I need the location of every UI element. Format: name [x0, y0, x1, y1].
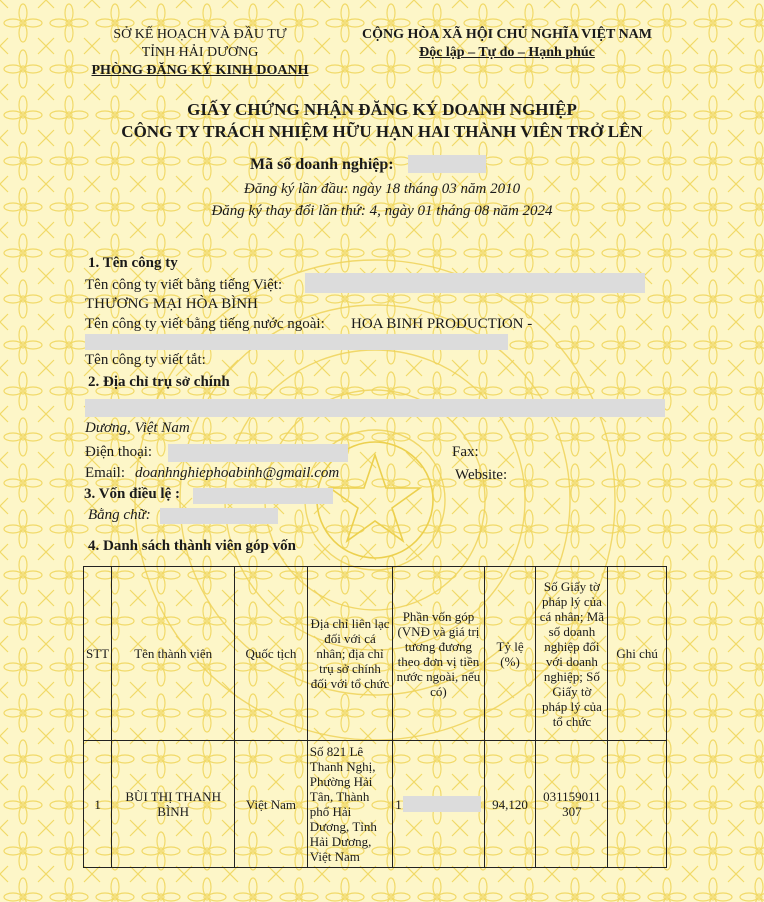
col-capital: Phần vốn góp (VNĐ và giá trị tương đương theo đơn vị tiền nước ngoài, nếu có)	[393, 567, 484, 741]
foreign-name-label: Tên công ty viết bằng tiếng nước ngoài:	[85, 316, 325, 332]
address-redacted	[85, 399, 665, 417]
row-member-name: BÙI THỊ THANH BÌNH	[112, 741, 235, 868]
vn-name-tail: THƯƠNG MẠI HÒA BÌNH	[85, 296, 258, 312]
company-type: CÔNG TY TRÁCH NHIỆM HỮU HẠN HAI THÀNH VIÊN TRỞ LÊN	[121, 122, 643, 141]
tax-code-label: Mã số doanh nghiệp:	[250, 156, 394, 173]
table-row	[84, 741, 667, 868]
section1-heading: 1. Tên công ty	[88, 255, 178, 271]
col-legal-id: Số Giấy tờ pháp lý của cá nhân; Mã số doanh nghiệp đối với doanh nghiệp; Số Giấy tờ pháp lý của tổ chức	[536, 567, 608, 741]
row-capital	[393, 741, 484, 868]
vn-name-label: Tên công ty viết bằng tiếng Việt:	[85, 277, 283, 293]
nation-motto: Độc lập – Tự do – Hạnh phúc	[419, 45, 595, 60]
row-nationality: Việt Nam	[235, 741, 308, 868]
col-member-name: Tên thành viên	[112, 567, 235, 741]
province-name: TỈNH HẢI DƯƠNG	[141, 45, 259, 60]
col-ratio: Tỷ lệ (%)	[484, 567, 536, 741]
office-name: PHÒNG ĐĂNG KÝ KINH DOANH	[91, 63, 309, 78]
email-value: doanhnghiephoabinh@gmail.com	[135, 465, 340, 481]
foreign-name: HOA BINH PRODUCTION -	[351, 316, 533, 332]
row-note	[608, 741, 667, 868]
col-nationality: Quốc tịch	[235, 567, 308, 741]
certificate-title: GIẤY CHỨNG NHẬN ĐĂNG KÝ DOANH NGHIỆP	[187, 100, 577, 119]
row-stt: 1	[84, 741, 112, 868]
fax-label: Fax:	[452, 444, 479, 460]
capital-redacted	[193, 488, 333, 504]
table-header-row	[84, 567, 667, 741]
ministry-name: SỞ KẾ HOẠCH VÀ ĐẦU TƯ	[113, 27, 287, 42]
in-words-label: Bằng chữ:	[88, 507, 151, 523]
row-ratio: 94,120	[484, 741, 536, 868]
section2-heading: 2. Địa chỉ trụ sở chính	[88, 374, 230, 390]
phone-label: Điện thoại:	[85, 444, 153, 460]
col-stt: STT	[84, 567, 112, 741]
col-address: Địa chỉ liên lạc đối với cá nhân; địa chỉ trụ sở chính đối với tổ chức	[307, 567, 393, 741]
members-table	[83, 566, 667, 868]
capital-amount-redacted	[403, 796, 481, 812]
section4-heading: 4. Danh sách thành viên góp vốn	[88, 538, 296, 554]
vn-name-redacted	[305, 273, 645, 293]
website-label: Website:	[455, 467, 508, 483]
address-tail: Dương, Việt Nam	[85, 420, 190, 436]
section3-heading: 3. Vốn điều lệ :	[84, 486, 180, 502]
row-address: Số 821 Lê Thanh Nghị, Phường Hải Tân, Thành phố Hải Dương, Tỉnh Hải Dương, Việt Nam	[307, 741, 393, 868]
foreign-name-redacted	[85, 334, 508, 350]
row-capital-value: 1	[395, 796, 402, 812]
col-note: Ghi chú	[608, 567, 667, 741]
change-registration: Đăng ký thay đổi lần thứ: 4, ngày 01 tháng 08 năm 2024	[211, 203, 553, 219]
tax-code-redacted	[408, 155, 486, 173]
phone-redacted	[168, 444, 348, 462]
email-label: Email:	[85, 465, 125, 481]
first-registration: Đăng ký lần đầu: ngày 18 tháng 03 năm 2010	[243, 181, 521, 197]
abbr-name-label: Tên công ty viết tắt:	[85, 352, 206, 368]
row-legal-id: 031159011 307	[536, 741, 608, 868]
nation-title: CỘNG HÒA XÃ HỘI CHỦ NGHĨA VIỆT NAM	[361, 27, 652, 42]
capital-words-redacted	[160, 508, 278, 524]
